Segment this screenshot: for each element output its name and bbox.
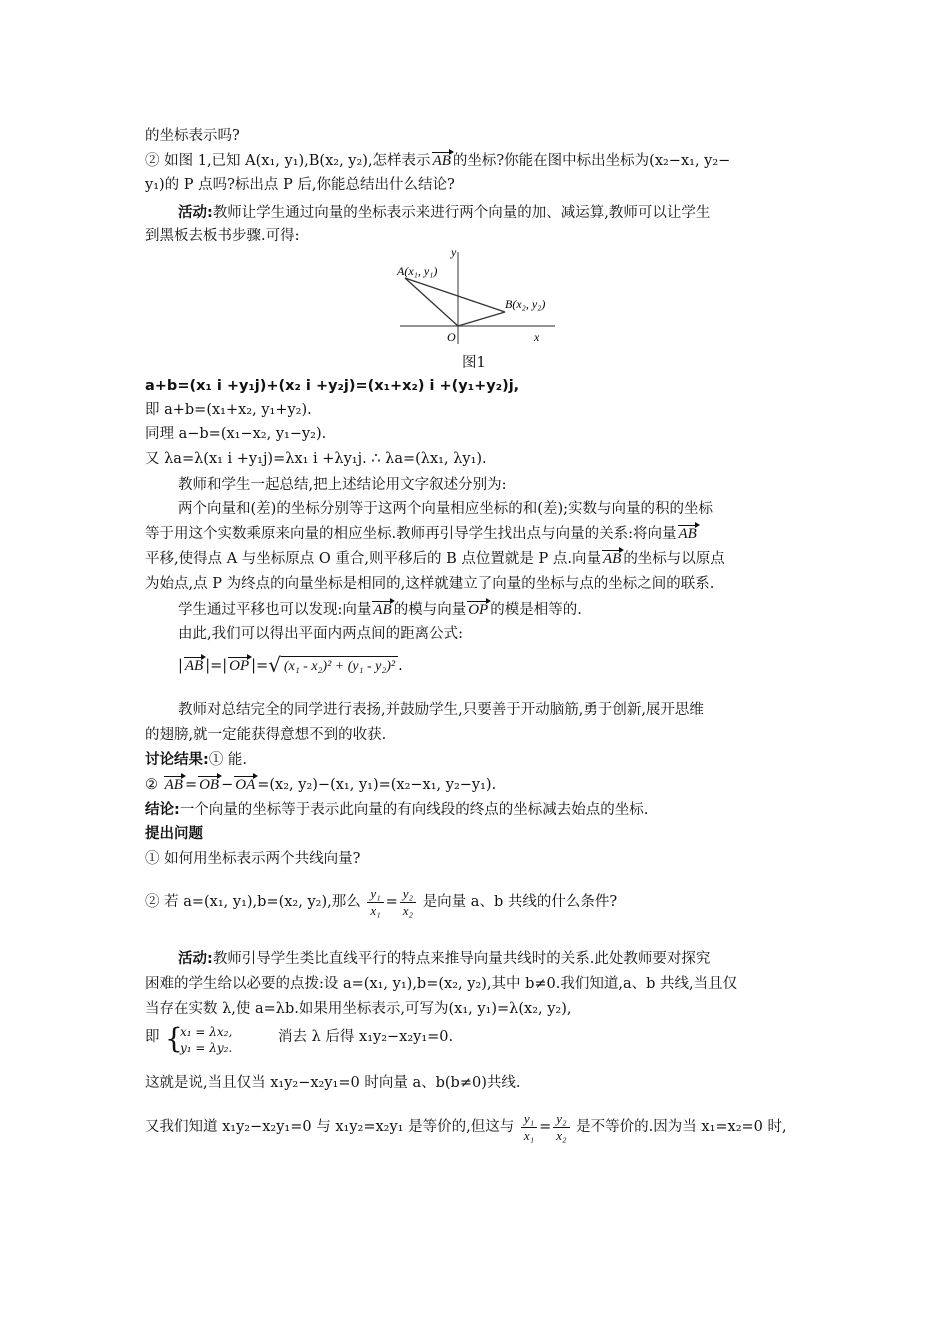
- vector-ab: AB: [432, 153, 451, 169]
- conclusion-label: 结论:: [145, 802, 180, 818]
- vector-op: OP: [229, 658, 250, 674]
- text-line: 即: [145, 1029, 160, 1045]
- text-line: 教师对总结完全的同学进行表扬,并鼓励学生,只要善于开动脑筋,勇于创新,展开思维: [178, 702, 704, 718]
- fraction-y1-x1: $\frac{\text{y₁}}{\text{x₁}}$: [521, 1111, 537, 1144]
- label-b: B(x₂, y₂): [505, 297, 546, 311]
- text-line: 这就是说,当且仅当 x₁y₂−x₂y₁=0 时向量 a、b(b≠0)共线.: [145, 1075, 521, 1091]
- system-line-1: x₁ = λx₂,: [180, 1025, 233, 1039]
- text-line: 又我们知道 x₁y₂−x₂y₁=0 与 x₁y₂=x₂y₁ 是等价的,但这与 $\frac{\text{y₁}}{\text{x₁}}$ = $\frac{\text{y₂}}{\text{x₂}}$ 是不等价的.因为当 x₁=x₂=0 时,: [145, 1110, 787, 1143]
- text-line: 由此,我们可以得出平面内两点间的距离公式:: [178, 626, 463, 642]
- result-label: 讨论结果:: [145, 752, 209, 768]
- fraction-y2-x2: $\frac{\text{y₂}}{\text{x₂}}$: [400, 886, 416, 919]
- text-line: 消去 λ 后得 x₁y₂−x₂y₁=0.: [278, 1029, 454, 1045]
- fraction-y2-x2: $\frac{\text{y₂}}{\text{x₂}}$: [553, 1111, 569, 1144]
- text-line: 困难的学生给以必要的点拨:设 a=(x₁, y₁),b=(x₂, y₂),其中 b≠0.我们知道,a、b 共线,当且仅: [145, 976, 738, 992]
- text-line: 教师和学生一起总结,把上述结论用文字叙述分别为:: [178, 477, 507, 493]
- text-line: 当存在实数 λ,使 a=λb.如果用坐标表示,可写为(x₁, y₁)=λ(x₂, y₂),: [145, 1001, 572, 1017]
- vector-ab: AB: [678, 526, 697, 542]
- vector-ab: AB: [373, 602, 392, 618]
- text-line: 学生通过平移也可以发现:向量 AB 的模与向量 OP 的模是相等的.: [178, 602, 582, 618]
- label-origin: O: [447, 330, 456, 344]
- segment-ab: [405, 278, 505, 312]
- segment-ob: [458, 312, 505, 326]
- vector-ab: AB: [164, 777, 183, 793]
- vector-ob: OB: [199, 777, 220, 793]
- equation-line: a+b=(x₁ i +y₁j)+(x₂ i +y₂j)=(x₁+x₂) i +(y₁+y₂)j,: [145, 378, 520, 394]
- text-line: y₁)的 P 点吗?标出点 P 后,你能总结出什么结论?: [145, 177, 455, 193]
- equation-line: 又 λa=λ(x₁ i +y₁j)=λx₁ i +λy₁j. ∴ λa=(λx₁, λy₁).: [145, 451, 487, 467]
- vector-ab: AB: [184, 658, 204, 674]
- vector-oa: OA: [235, 777, 256, 793]
- segment-ao: [405, 278, 458, 326]
- text-line: 的翅膀,就一定能获得意想不到的收获.: [145, 727, 387, 743]
- text-line: 为始点,点 P 为终点的向量坐标是相同的,这样就建立了向量的坐标与点的坐标之间的联系.: [145, 576, 715, 592]
- text-line: ② 如图 1,已知 A(x₁, y₁),B(x₂, y₂),怎样表示 AB 的坐标?你能在图中标出坐标为(x₂−x₁, y₂−: [145, 153, 731, 169]
- text-line: 讨论结果:① 能.: [145, 752, 248, 768]
- text-line: 到黑板去板书步骤.可得:: [145, 228, 300, 244]
- text-line: 活动:教师引导学生类比直线平行的特点来推导向量共线时的关系.此处教师要对探究: [178, 951, 711, 967]
- figure-1-diagram: [395, 244, 565, 348]
- equation-line: 即 a+b=(x₁+x₂, y₁+y₂).: [145, 402, 312, 418]
- fraction-y1-x1: $\frac{\text{y₁}}{\text{x₁}}$: [367, 886, 383, 919]
- activity-label: 活动:: [178, 951, 213, 967]
- text-line: 结论:一个向量的坐标等于表示此向量的有向线段的终点的坐标减去始点的坐标.: [145, 802, 649, 818]
- vector-op: OP: [468, 602, 489, 618]
- activity-label: 活动:: [178, 205, 213, 221]
- label-x: x: [534, 330, 540, 344]
- text-line: 平移,使得点 A 与坐标原点 O 重合,则平移后的 B 点位置就是 P 点.向量 AB 的坐标与以原点: [145, 551, 725, 567]
- distance-formula: | AB |=| OP |=√ (x₁ - x₂)² + (y₁ - y₂)² .: [178, 653, 403, 677]
- text-line: 等于用这个实数乘原来向量的相应坐标.教师再引导学生找出点与向量的关系:将向量 AB: [145, 526, 697, 542]
- label-y: y: [451, 245, 457, 259]
- text-line: ① 如何用坐标表示两个共线向量?: [145, 851, 361, 867]
- text-line: 两个向量和(差)的坐标分别等于这两个向量相应坐标的和(差);实数与向量的积的坐标: [178, 501, 714, 517]
- equation-line: 同理 a−b=(x₁−x₂, y₁−y₂).: [145, 426, 327, 442]
- vector-ab: AB: [602, 551, 622, 567]
- sqrt-expression: (x₁ - x₂)² + (y₁ - y₂)²: [281, 656, 398, 677]
- system-brace: {: [165, 1022, 183, 1055]
- text-line: 活动:教师让学生通过向量的坐标表示来进行两个向量的加、减运算,教师可以让学生: [178, 205, 711, 221]
- text-line: ② AB = OB − OA =(x₂, y₂)−(x₁, y₁)=(x₂−x₁, y₂−y₁).: [145, 777, 497, 793]
- label-a: A(x₁, y₁): [397, 264, 438, 278]
- text-line: 的坐标表示吗?: [145, 128, 240, 144]
- section-heading: 提出问题: [145, 826, 203, 842]
- system-line-2: y₁ = λy₂.: [180, 1041, 233, 1055]
- text-line: ② 若 a=(x₁, y₁),b=(x₂, y₂),那么 $\frac{\text{y₁}}{\text{x₁}}$ = $\frac{\text{y₂}}{\text{x₂}}$ 是向量 a、b 共线的什么条件?: [145, 885, 618, 918]
- figure-caption: 图1: [462, 355, 486, 371]
